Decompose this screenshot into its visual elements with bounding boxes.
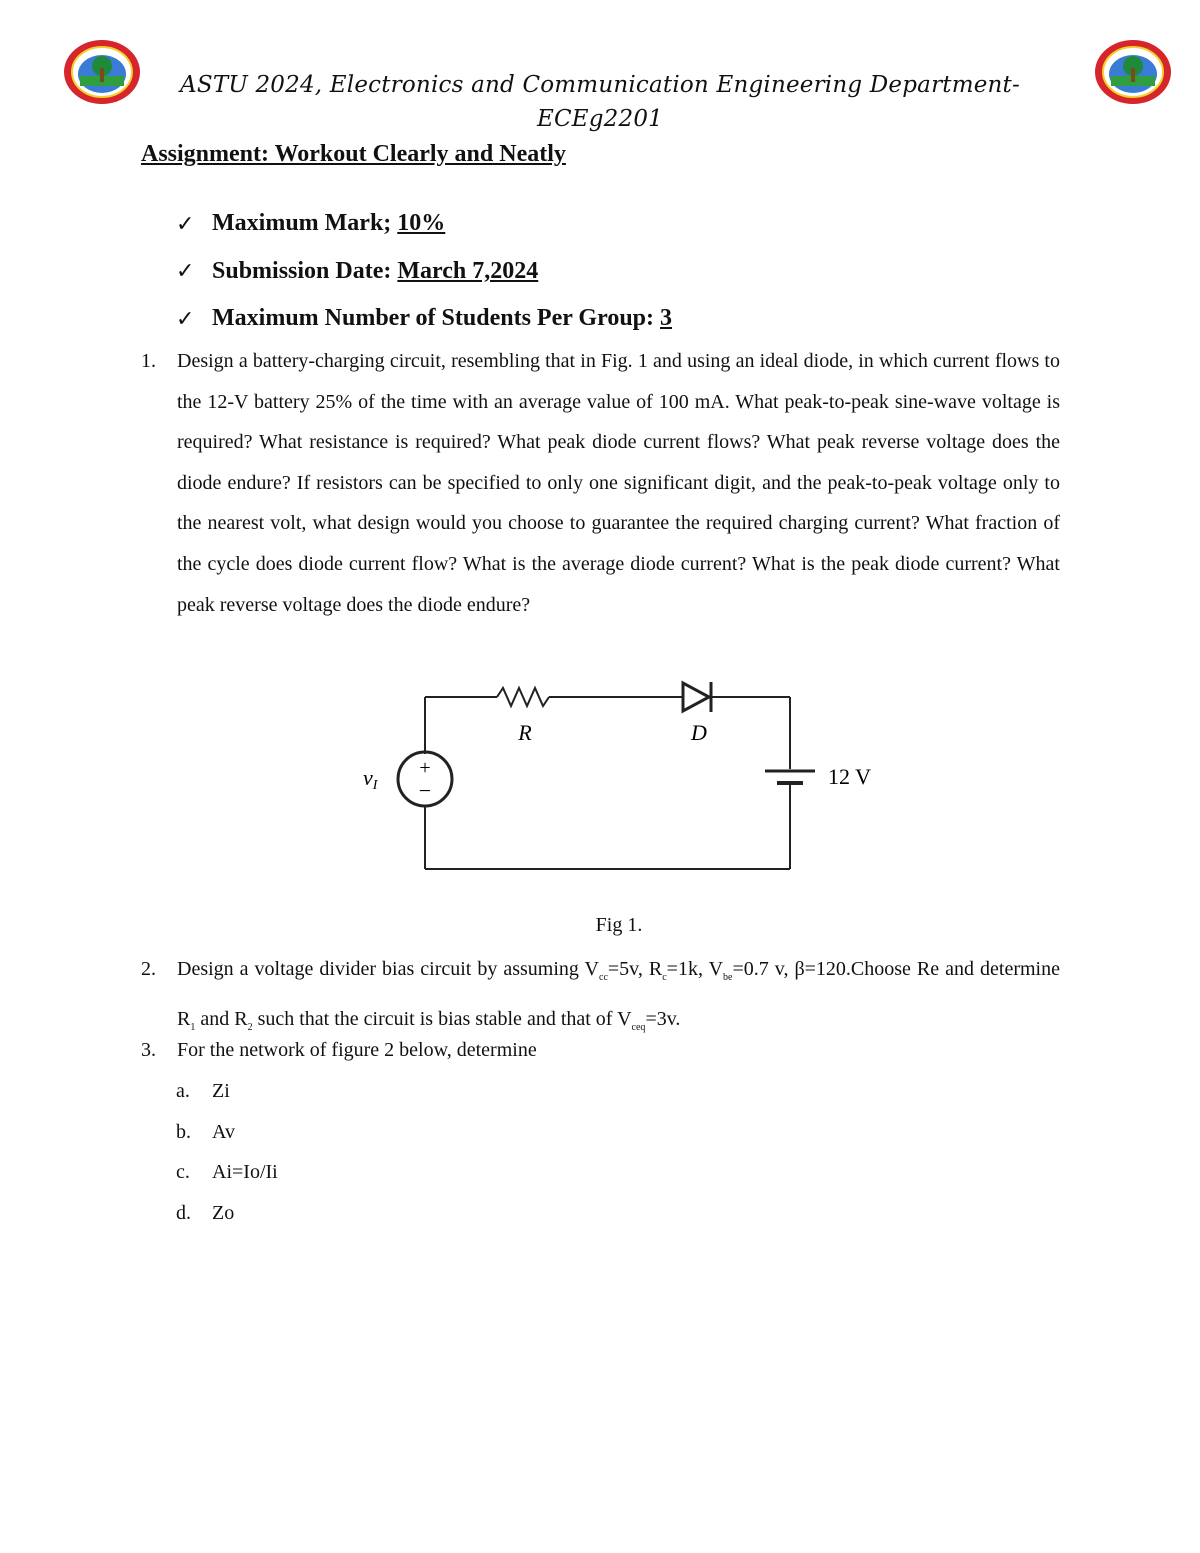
question-2-number: 2. [141,958,156,980]
header-line-2: ECEg2201 [536,106,664,132]
group-size-value: 3 [660,305,673,332]
submission-date-label: Submission Date: [212,257,392,284]
figure-1-caption: Fig 1. [595,914,643,936]
document-header [120,68,1080,136]
group-size-item [176,295,672,343]
source-label-subscript: I [372,778,378,793]
header-line-1: ASTU 2024, Electronics and Communication Engineering Department- [180,72,1020,98]
list-item [176,1071,278,1112]
resistor-icon [497,688,549,706]
q2-subscript: cc [599,972,608,983]
check-icon: ✓ [176,305,195,331]
max-mark-label: Maximum Mark; [212,210,392,237]
q2-text-part: =5v, R [607,958,663,980]
university-seal-right-icon [1093,38,1173,106]
question-1-number: 1. [141,350,156,372]
q2-subscript: 2 [247,1021,253,1033]
check-icon: ✓ [176,210,195,236]
figure-1-circuit [355,672,900,877]
diode-label: D [691,720,707,745]
question-3-number: 3. [141,1039,156,1061]
subitem-text: Ai=Io/Ii [212,1161,278,1183]
resistor-label: R [518,720,532,745]
max-mark-item [176,200,672,248]
source-label [363,765,379,793]
assignment-info-list [176,200,672,343]
battery-label: 12 V [828,764,871,789]
question-1 [141,341,1060,625]
q2-subscript: ceq [631,1021,646,1033]
q2-text-part: =0.7 v, β=120.Choose Re and determine R [177,958,1060,1030]
question-1-text: Design a battery-charging circuit, resembling that in Fig. 1 and using an ideal diode, in which current flows to the 12-V battery 25% of the time with an average value of 100 mA. What peak-to-peak sine-wave voltage is required? What resistance is required? What peak diode current flows? What peak reverse voltage does the diode endure? If resistors can be specified to only one significant digit, and the peak-to-peak voltage only to the nearest volt, what design would you choose to guarantee the required charging current? What fraction of the cycle does diode current flow? What is the average diode current? What is the peak diode current? What peak reverse voltage does the diode endure? [177,350,1060,616]
q2-text-part: Design a voltage divider bias circuit by assuming V [177,958,599,980]
assignment-heading: Assignment: Workout Clearly and Neatly [141,141,566,167]
list-item [176,1112,278,1153]
list-item [176,1193,278,1234]
subitem-letter: a. [176,1080,190,1102]
submission-date-item [176,248,672,296]
subitem-text: Av [212,1120,235,1143]
q2-text-part: =3v. [645,1007,681,1030]
subitem-text: Zo [212,1201,235,1224]
question-3-text: For the network of figure 2 below, determine [177,1039,537,1061]
q2-text-part: and R [195,1007,248,1030]
source-plus: + [419,757,431,779]
subitem-letter: b. [176,1120,191,1143]
question-3 [141,1030,1060,1071]
q2-text-part: =1k, V [666,958,724,980]
q2-subscript: be [723,972,733,983]
submission-date-value: March 7,2024 [397,257,539,284]
q2-subscript: c [662,972,667,983]
q2-text-part: such that the circuit is bias stable and that of V [252,1007,632,1030]
q2-subscript: 1 [190,1021,196,1033]
check-icon: ✓ [176,258,195,284]
list-item [176,1152,278,1193]
subitem-text: Zi [212,1080,230,1102]
source-label-main: v [363,765,373,790]
diode-icon [683,683,709,711]
question-3-subitems [176,1071,278,1233]
subitem-letter: c. [176,1161,190,1183]
max-mark-value: 10% [397,210,446,237]
subitem-letter: d. [176,1201,191,1224]
group-size-label: Maximum Number of Students Per Group: [212,305,655,332]
source-minus: − [418,778,432,803]
